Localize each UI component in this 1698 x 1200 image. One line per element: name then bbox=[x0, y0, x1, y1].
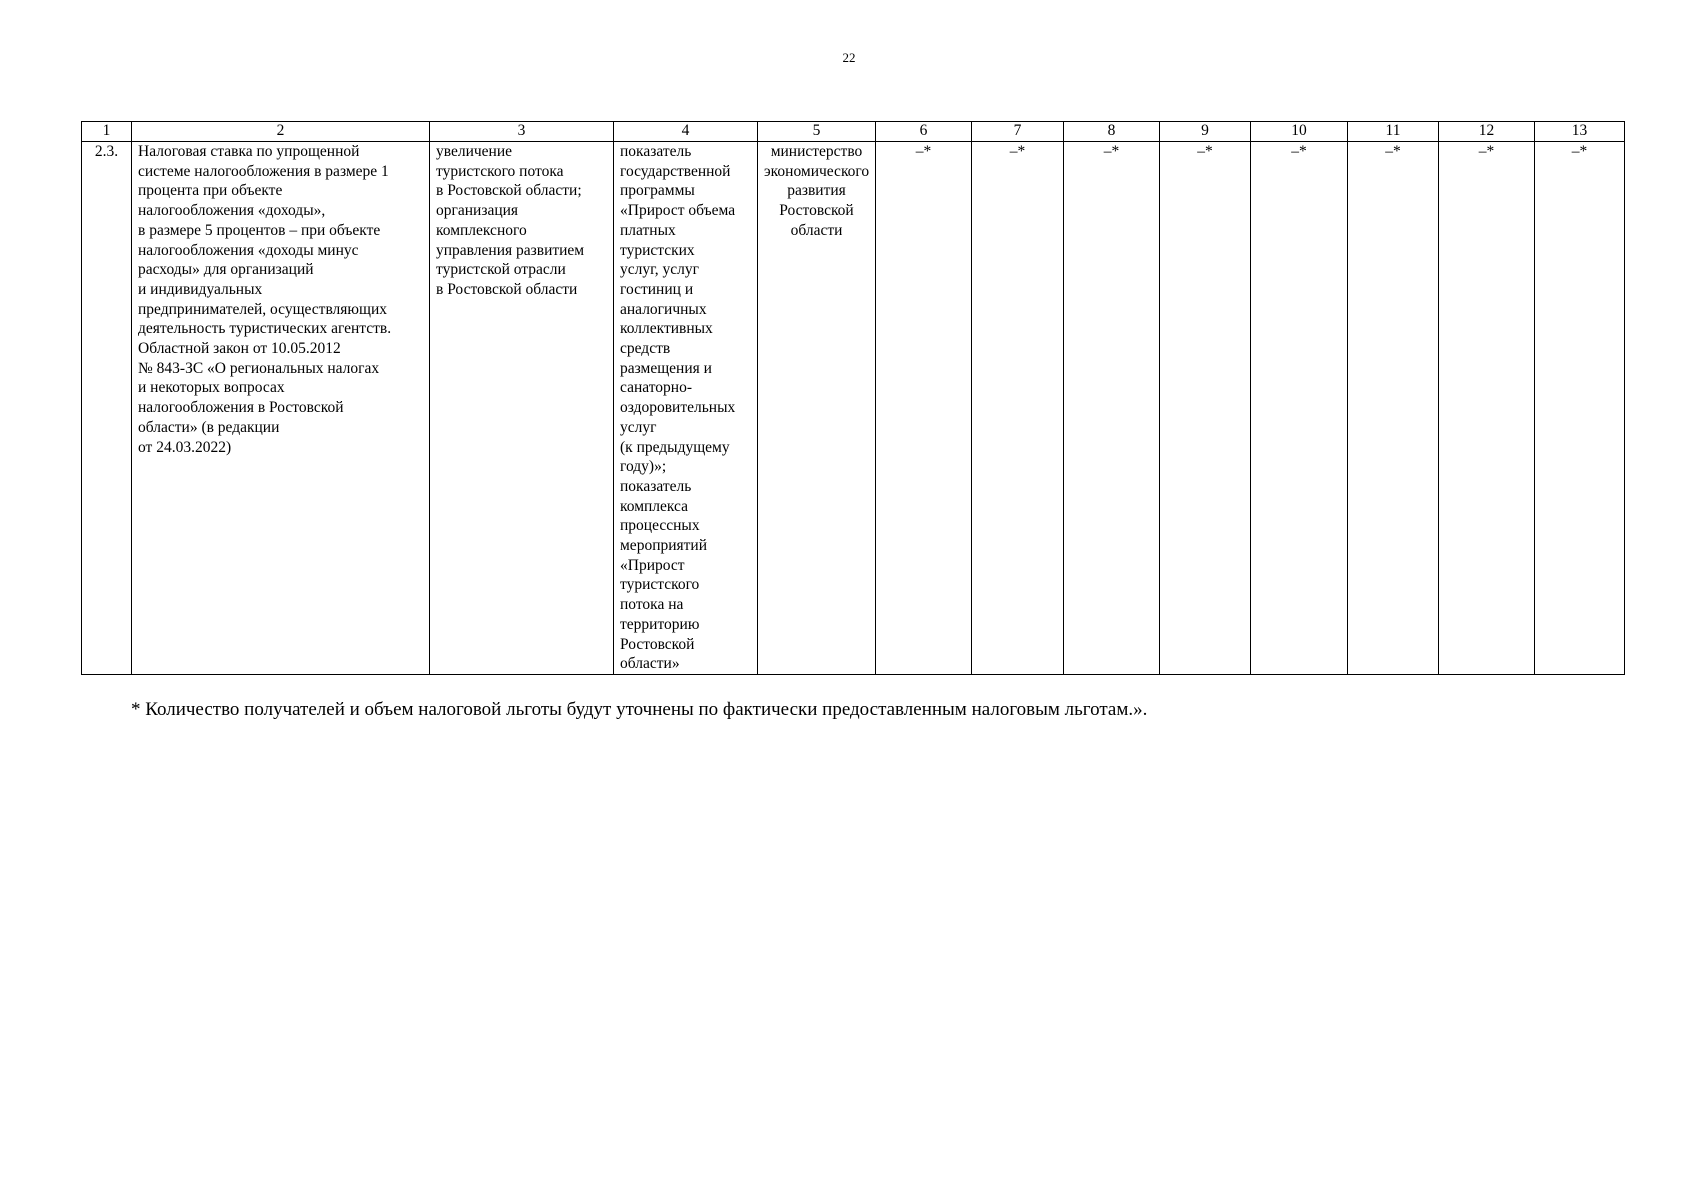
column-number: 4 bbox=[614, 122, 758, 142]
value-cell: –* bbox=[1251, 142, 1348, 675]
column-number-row bbox=[82, 122, 1625, 142]
column-number: 5 bbox=[758, 122, 876, 142]
column-number: 2 bbox=[132, 122, 430, 142]
column-number: 9 bbox=[1160, 122, 1251, 142]
footnote: * Количество получателей и объем налоговой льготы будут уточнены по фактически предоставленным налоговым льготам.». bbox=[131, 699, 1148, 720]
column-number: 3 bbox=[430, 122, 614, 142]
column-number: 12 bbox=[1439, 122, 1535, 142]
value-cell: –* bbox=[1535, 142, 1625, 675]
curator: министерство экономического развития Ростовской области bbox=[758, 142, 876, 675]
column-number: 13 bbox=[1535, 122, 1625, 142]
page-number: 22 bbox=[842, 50, 856, 65]
benefit-indicators: показатель государственной программы «Прирост объема платных туристских услуг, услуг гостиниц и аналогичных коллективных средств размещения и санаторно- оздоровительных услуг (к предыдущему году)»; показатель комплекса процессных мероприятий «Прирост туристского потока на территорию Ростовской области» bbox=[614, 142, 758, 675]
table-row bbox=[82, 142, 1625, 675]
benefit-goals: увеличение туристского потока в Ростовской области; организация комплексного управления развитием туристской отрасли в Ростовской области bbox=[430, 142, 614, 675]
column-number: 10 bbox=[1251, 122, 1348, 142]
tax-benefit-table bbox=[81, 121, 1625, 675]
column-number: 11 bbox=[1348, 122, 1439, 142]
value-cell: –* bbox=[1160, 142, 1251, 675]
column-number: 8 bbox=[1064, 122, 1160, 142]
value-cell: –* bbox=[972, 142, 1064, 675]
value-cell: –* bbox=[1064, 142, 1160, 675]
value-cell: –* bbox=[1348, 142, 1439, 675]
column-number: 6 bbox=[876, 122, 972, 142]
value-cell: –* bbox=[1439, 142, 1535, 675]
column-number: 7 bbox=[972, 122, 1064, 142]
row-number: 2.3. bbox=[82, 142, 132, 675]
column-number: 1 bbox=[82, 122, 132, 142]
value-cell: –* bbox=[876, 142, 972, 675]
benefit-description: Налоговая ставка по упрощенной системе налогообложения в размере 1 процента при объекте налогообложения «доходы», в размере 5 процентов – при объекте налогообложения «доходы минус расходы» для организаций и индивидуальных предпринимателей, осуществляющих деятельность туристических агентств. Областной закон от 10.05.2012 № 843-ЗС «О региональных налогах и некоторых вопросах налогообложения в Ростовской области» (в редакции от 24.03.2022) bbox=[132, 142, 430, 675]
